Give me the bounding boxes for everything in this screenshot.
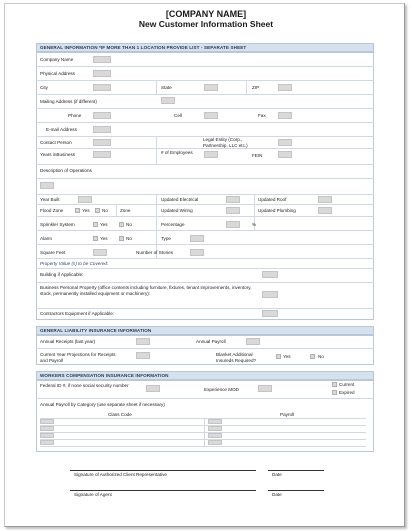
contact-person-field[interactable]	[93, 139, 111, 146]
liability-heading: GENERAL LIABILITY INSURANCE INFORMATION	[36, 326, 374, 335]
form-title: New Customer Information Sheet	[138, 19, 274, 29]
square-feet-field[interactable]	[93, 249, 107, 256]
annual-receipts-label: Annual Receipts (last year)	[40, 339, 96, 344]
row-divider	[36, 268, 374, 269]
general-info-heading: GENERAL INFORMATION *IF MORE THAN 1 LOCATION PROVIDE LIST - SEPARATE SHEET	[36, 43, 374, 52]
flood-zone-yes-checkbox[interactable]	[75, 208, 80, 213]
table-row	[40, 425, 366, 432]
blanket-insureds-label: Blanket Additional Insureds Required?	[216, 352, 257, 363]
expired-checkbox[interactable]	[332, 390, 337, 395]
physical-address-label: Physical Address	[40, 71, 75, 76]
description-label: Description of Operations	[40, 168, 92, 173]
sprinkler-no-checkbox[interactable]	[119, 222, 124, 227]
percentage-field[interactable]	[226, 221, 240, 228]
blanket-yes-checkbox[interactable]	[276, 354, 281, 359]
sprinkler-label: Sprinkler System	[40, 222, 75, 227]
blanket-no-label: No	[318, 354, 324, 359]
sprinkler-no-label: No	[126, 222, 132, 227]
business-property-field[interactable]	[262, 291, 278, 298]
row-divider	[36, 282, 374, 283]
client-date-line[interactable]	[268, 470, 324, 471]
updated-electrical-field[interactable]	[226, 196, 240, 203]
fax-label: Fax	[258, 113, 266, 118]
col-divider	[116, 204, 117, 216]
company-name-heading: [COMPANY NAME]	[165, 9, 247, 19]
class-code-header: Class Code	[108, 412, 132, 417]
row-divider	[36, 108, 374, 109]
client-signature-label: Signature of Authorized Client Representative	[74, 472, 167, 477]
cell-label: Cell	[174, 113, 182, 118]
email-field[interactable]	[93, 126, 111, 133]
alarm-no-label: No	[126, 236, 132, 241]
legal-entity-field[interactable]	[278, 139, 292, 146]
updated-plumbing-label: Updated Plumbing	[258, 208, 296, 213]
current-label: Current	[339, 382, 355, 387]
col-divider	[156, 80, 157, 94]
payroll-cell[interactable]	[208, 419, 222, 424]
updated-wiring-label: Updated Wiring	[161, 208, 193, 213]
table-row	[40, 432, 366, 439]
annual-receipts-field[interactable]	[136, 338, 150, 345]
zip-field[interactable]	[278, 84, 292, 91]
alarm-no-checkbox[interactable]	[119, 236, 124, 241]
current-checkbox[interactable]	[332, 382, 337, 387]
building-label: Building if Applicable:	[40, 272, 84, 277]
projections-label: Current Year Projections for Receipts and Payroll	[40, 352, 116, 363]
alarm-yes-checkbox[interactable]	[93, 236, 98, 241]
flood-zone-label: Flood Zone	[40, 208, 64, 213]
blanket-no-checkbox[interactable]	[310, 354, 315, 359]
payroll-cell[interactable]	[208, 433, 222, 438]
row-divider	[36, 348, 374, 349]
phone-label: Phone	[68, 113, 82, 118]
mailing-address-label: Mailing Address (if different)	[40, 99, 97, 104]
updated-wiring-field[interactable]	[226, 207, 240, 214]
row-divider	[36, 258, 374, 259]
mailing-address-field[interactable]	[161, 97, 175, 104]
row-divider	[36, 308, 374, 309]
year-built-label: Year Built	[40, 197, 60, 202]
updated-roof-field[interactable]	[318, 196, 332, 203]
expired-label: Expired	[339, 390, 355, 395]
building-field[interactable]	[262, 271, 278, 278]
employees-label: # of Employees	[161, 150, 193, 155]
blanket-yes-label: Yes	[283, 354, 291, 359]
property-value-label: Property Value (s) to be Covered:	[40, 261, 109, 266]
experience-mod-field[interactable]	[258, 385, 272, 392]
col-divider	[156, 136, 157, 164]
class-code-cell[interactable]	[40, 440, 54, 445]
contractors-equipment-field[interactable]	[262, 310, 278, 317]
agent-date-label: Date	[272, 492, 282, 497]
city-label: City	[40, 85, 48, 90]
experience-mod-label: Experience MOD	[204, 387, 239, 392]
projections-field[interactable]	[136, 352, 150, 359]
col-divider	[156, 194, 157, 258]
agent-signature-label: Signature of Agent	[74, 492, 112, 497]
col-divider	[246, 80, 247, 94]
row-divider	[36, 80, 374, 81]
year-built-field[interactable]	[78, 196, 92, 203]
updated-plumbing-field[interactable]	[318, 207, 332, 214]
class-code-cell[interactable]	[40, 433, 54, 438]
row-divider	[36, 66, 374, 67]
percent-sign: %	[252, 222, 257, 227]
payroll-cell[interactable]	[208, 426, 222, 431]
zone-label: Zone	[120, 208, 131, 213]
updated-roof-label: Updated Roof	[258, 197, 287, 202]
table-row	[40, 418, 366, 425]
square-feet-label: Square Feet	[40, 250, 66, 255]
row-divider	[36, 230, 374, 231]
physical-address-field[interactable]	[93, 70, 111, 77]
cell-field[interactable]	[204, 112, 218, 119]
sprinkler-yes-label: Yes	[100, 222, 108, 227]
sprinkler-yes-checkbox[interactable]	[93, 222, 98, 227]
alarm-type-field[interactable]	[190, 235, 204, 242]
zip-label: ZIP	[252, 85, 260, 90]
fax-field[interactable]	[278, 112, 292, 119]
alarm-label: Alarm	[40, 236, 52, 241]
fein-label: FEIN	[252, 153, 263, 158]
agent-date-line[interactable]	[268, 490, 324, 491]
annual-payroll-field[interactable]	[246, 338, 260, 345]
business-property-label: Business Personal Property (office contents including furniture, fixtures, tenant improvements, inventory, stock, permanently installed equipment or machinery):	[40, 285, 252, 296]
agent-signature-line[interactable]	[70, 490, 256, 491]
flood-zone-no-label: No	[102, 208, 108, 213]
flood-zone-no-checkbox[interactable]	[95, 208, 100, 213]
state-field[interactable]	[204, 84, 218, 91]
years-in-business-label: Years inBusiness	[40, 152, 76, 157]
description-field[interactable]	[40, 182, 54, 189]
client-signature-line[interactable]	[70, 470, 256, 471]
row-divider	[36, 244, 374, 245]
company-name-label: Company Name	[40, 57, 74, 62]
row-divider	[36, 398, 374, 399]
row-divider	[36, 148, 374, 149]
table-row	[40, 446, 366, 453]
row-divider	[36, 216, 374, 217]
payroll-cell[interactable]	[208, 440, 222, 445]
email-label: E-mail Address	[46, 127, 77, 132]
class-code-cell[interactable]	[40, 426, 54, 431]
legal-entity-label: Legal Entity (Corp., Partnership, LLC etc.)	[203, 137, 248, 148]
row-divider	[36, 94, 374, 95]
general-info-section	[36, 52, 374, 320]
flood-zone-yes-label: Yes	[82, 208, 90, 213]
class-code-cell[interactable]	[40, 419, 54, 424]
alarm-yes-label: Yes	[100, 236, 108, 241]
payroll-header: Payroll	[280, 412, 295, 417]
row-divider	[36, 194, 374, 195]
fein-field[interactable]	[278, 151, 292, 158]
percentage-label: Percentage	[161, 222, 185, 227]
updated-electrical-label: Updated Electrical	[161, 197, 199, 202]
alarm-type-label: Type	[161, 236, 171, 241]
city-field[interactable]	[93, 84, 111, 91]
annual-payroll-label: Annual Payroll	[196, 339, 226, 344]
payroll-by-category-label: Annual Payroll by Category (use separate sheet if necessary)	[40, 402, 165, 407]
contact-person-label: Contact Person	[40, 140, 72, 145]
company-name-field[interactable]	[93, 56, 111, 63]
employees-field[interactable]	[204, 151, 218, 158]
col-divider	[204, 418, 205, 446]
contractors-equipment-label: Contractors Equipment if Applicable:	[40, 311, 115, 316]
row-divider	[36, 178, 374, 179]
phone-field[interactable]	[93, 112, 111, 119]
federal-id-field[interactable]	[146, 385, 160, 392]
state-label: State	[161, 85, 172, 90]
client-date-label: Date	[272, 472, 282, 477]
table-row	[40, 439, 366, 446]
stories-label: Number of Stories	[136, 250, 174, 255]
federal-id-label: Federal ID #, if none social security number	[40, 383, 129, 388]
row-divider	[36, 122, 374, 123]
stories-field[interactable]	[190, 249, 204, 256]
row-divider	[36, 164, 374, 165]
workers-comp-heading: WORKERS COMPENSATION INSURANCE INFORMATION	[36, 371, 374, 380]
years-in-business-field[interactable]	[93, 151, 111, 158]
row-divider	[36, 204, 374, 205]
